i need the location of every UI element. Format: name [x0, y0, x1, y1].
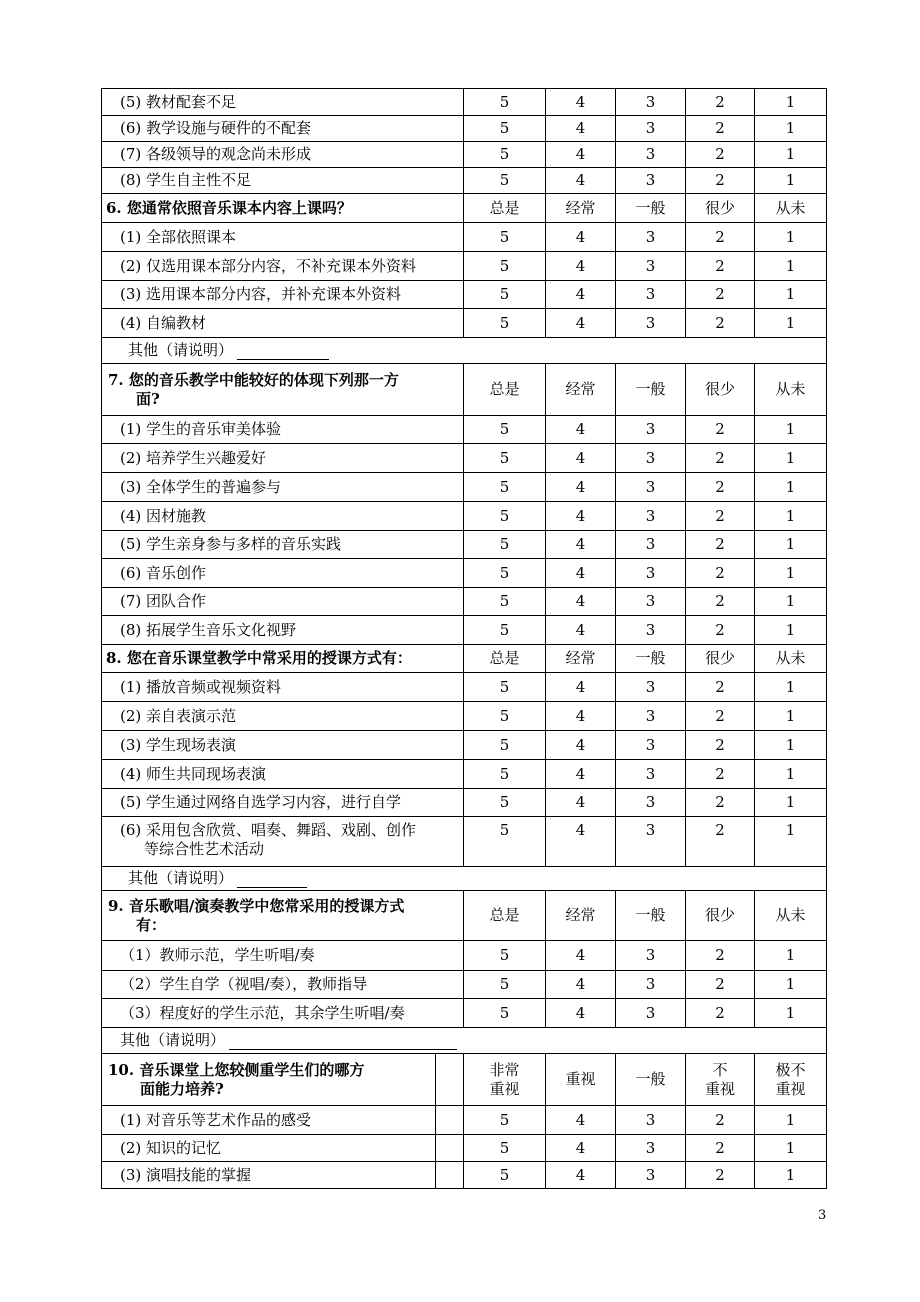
- freq-option-header: 总是: [464, 364, 546, 416]
- score-cell-5[interactable]: 5: [464, 531, 546, 559]
- score-cell-2[interactable]: 2: [686, 789, 755, 817]
- score-cell-5[interactable]: 5: [464, 473, 546, 502]
- item-row: [102, 281, 827, 309]
- item-label: （3）程度好的学生示范，其余学生听唱/奏: [102, 999, 464, 1028]
- score-cell-3[interactable]: 3: [616, 789, 686, 817]
- question-title: 6. 您通常依照音乐课本内容上课吗？: [102, 194, 464, 223]
- item-label: (2) 仅选用课本部分内容，不补充课本外资料: [102, 252, 464, 281]
- score-cell-2[interactable]: 2: [686, 971, 755, 999]
- item-label-line: 等综合性艺术活动: [144, 840, 265, 858]
- score-cell-5[interactable]: 5: [464, 817, 546, 867]
- item-row: [102, 1162, 827, 1189]
- score-cell-3[interactable]: 3: [616, 116, 686, 142]
- item-label: (5) 教材配套不足: [102, 89, 464, 116]
- item-label: (6) 教学设施与硬件的不配套: [102, 116, 464, 142]
- freq-option-header: 一般: [616, 891, 686, 941]
- score-cell-1[interactable]: 1: [755, 116, 827, 142]
- score-cell-1[interactable]: 1: [755, 941, 827, 971]
- score-cell-3[interactable]: 3: [616, 1135, 686, 1162]
- score-cell-5[interactable]: 5: [464, 1106, 546, 1135]
- score-cell-3[interactable]: 3: [616, 309, 686, 338]
- question-row: [102, 645, 827, 673]
- score-cell-4[interactable]: 4: [546, 116, 616, 142]
- item-label: (4) 因材施教: [102, 502, 464, 531]
- score-cell-1[interactable]: 1: [755, 971, 827, 999]
- option-line: 极不: [775, 1060, 806, 1079]
- freq-option-header: 总是: [464, 891, 546, 941]
- item-label: (1) 学生的音乐审美体验: [102, 416, 464, 444]
- score-cell-2[interactable]: 2: [686, 616, 755, 645]
- score-cell-2[interactable]: 2: [686, 309, 755, 338]
- score-cell-3[interactable]: 3: [616, 760, 686, 789]
- score-cell-3[interactable]: 3: [616, 142, 686, 168]
- question-title: [102, 891, 464, 941]
- score-cell-2[interactable]: 2: [686, 281, 755, 309]
- other-label: 其他（请说明）: [128, 869, 234, 887]
- score-cell-2[interactable]: 2: [686, 999, 755, 1028]
- score-cell-5[interactable]: 5: [464, 1135, 546, 1162]
- option-line: 重视: [489, 1079, 520, 1098]
- score-cell-3[interactable]: 3: [616, 999, 686, 1028]
- score-cell-5[interactable]: 5: [464, 223, 546, 252]
- score-cell-4[interactable]: 4: [546, 702, 616, 731]
- score-cell-1[interactable]: 1: [755, 252, 827, 281]
- score-cell-5[interactable]: 5: [464, 999, 546, 1028]
- score-cell-2[interactable]: 2: [686, 731, 755, 760]
- score-cell-1[interactable]: 1: [755, 702, 827, 731]
- item-row: [102, 168, 827, 194]
- score-cell-2[interactable]: 2: [686, 1162, 755, 1189]
- score-cell-3[interactable]: 3: [616, 731, 686, 760]
- score-cell-5[interactable]: 5: [464, 444, 546, 473]
- score-cell-1[interactable]: 1: [755, 281, 827, 309]
- item-row: [102, 789, 827, 817]
- freq-option-header: 一般: [616, 645, 686, 673]
- score-cell-5[interactable]: 5: [464, 673, 546, 702]
- score-cell-4[interactable]: 4: [546, 789, 616, 817]
- item-row: [102, 116, 827, 142]
- score-cell-1[interactable]: 1: [755, 616, 827, 645]
- score-cell-5[interactable]: 5: [464, 731, 546, 760]
- score-cell-4[interactable]: 4: [546, 616, 616, 645]
- item-label: (7) 团队合作: [102, 588, 464, 616]
- other-specify: [102, 338, 827, 364]
- other-specify: [102, 867, 827, 891]
- item-label: (5) 学生通过网络自选学习内容，进行自学: [102, 789, 464, 817]
- score-cell-5[interactable]: 5: [464, 168, 546, 194]
- spacer-cell: [436, 1054, 464, 1106]
- option-line: 不: [712, 1060, 728, 1079]
- item-row: [102, 223, 827, 252]
- score-cell-1[interactable]: 1: [755, 168, 827, 194]
- item-row: [102, 252, 827, 281]
- score-cell-4[interactable]: 4: [546, 168, 616, 194]
- score-cell-2[interactable]: 2: [686, 1106, 755, 1135]
- score-cell-5[interactable]: 5: [464, 89, 546, 116]
- score-cell-1[interactable]: 1: [755, 1162, 827, 1189]
- other-row: [102, 1028, 827, 1054]
- question-title-line: 面?: [136, 389, 160, 408]
- score-cell-4[interactable]: 4: [546, 416, 616, 444]
- item-label: (2) 培养学生兴趣爱好: [102, 444, 464, 473]
- score-cell-5[interactable]: 5: [464, 941, 546, 971]
- item-label: (6) 音乐创作: [102, 559, 464, 588]
- question-title: 8. 您在音乐课堂教学中常采用的授课方式有：: [102, 645, 464, 673]
- item-label: (2) 亲自表演示范: [102, 702, 464, 731]
- score-cell-5[interactable]: 5: [464, 789, 546, 817]
- importance-option-header: [464, 1054, 546, 1106]
- importance-option-header: [546, 1054, 616, 1106]
- other-label: 其他（请说明）: [128, 341, 234, 359]
- score-cell-2[interactable]: 2: [686, 444, 755, 473]
- item-row: [102, 817, 827, 867]
- question-row: [102, 891, 827, 941]
- score-cell-3[interactable]: 3: [616, 616, 686, 645]
- questionnaire-table: [101, 88, 827, 1189]
- score-cell-3[interactable]: 3: [616, 1106, 686, 1135]
- score-cell-3[interactable]: 3: [616, 473, 686, 502]
- score-cell-3[interactable]: 3: [616, 1162, 686, 1189]
- freq-option-header: 从未: [755, 645, 827, 673]
- score-cell-5[interactable]: 5: [464, 116, 546, 142]
- item-label: (8) 拓展学生音乐文化视野: [102, 616, 464, 645]
- other-blank-field[interactable]: [237, 873, 307, 888]
- item-label: (1) 播放音频或视频资料: [102, 673, 464, 702]
- option-line: 重视: [775, 1079, 806, 1098]
- score-cell-5[interactable]: 5: [464, 1162, 546, 1189]
- score-cell-3[interactable]: 3: [616, 444, 686, 473]
- score-cell-2[interactable]: 2: [686, 817, 755, 867]
- score-cell-4[interactable]: 4: [546, 223, 616, 252]
- item-label-line: (6) 采用包含欣赏、唱奏、舞蹈、戏剧、创作: [120, 821, 417, 839]
- other-specify: [102, 1028, 827, 1054]
- question-row: [102, 194, 827, 223]
- item-label: (3) 学生现场表演: [102, 731, 464, 760]
- score-cell-2[interactable]: 2: [686, 702, 755, 731]
- score-cell-5[interactable]: 5: [464, 760, 546, 789]
- score-cell-3[interactable]: 3: [616, 252, 686, 281]
- score-cell-5[interactable]: 5: [464, 702, 546, 731]
- score-cell-4[interactable]: 4: [546, 588, 616, 616]
- question-title: [102, 1054, 436, 1106]
- score-cell-3[interactable]: 3: [616, 588, 686, 616]
- question-title-line: 有：: [136, 915, 167, 934]
- score-cell-5[interactable]: 5: [464, 588, 546, 616]
- freq-option-header: 经常: [546, 645, 616, 673]
- other-row: [102, 867, 827, 891]
- freq-option-header: 总是: [464, 645, 546, 673]
- item-row: [102, 559, 827, 588]
- score-cell-3[interactable]: 3: [616, 416, 686, 444]
- score-cell-3[interactable]: 3: [616, 531, 686, 559]
- other-blank-field[interactable]: [237, 345, 329, 360]
- freq-option-header: 从未: [755, 891, 827, 941]
- score-cell-4[interactable]: 4: [546, 473, 616, 502]
- score-cell-5[interactable]: 5: [464, 142, 546, 168]
- item-row: [102, 502, 827, 531]
- item-row: [102, 941, 827, 971]
- freq-option-header: 经常: [546, 194, 616, 223]
- item-row: [102, 416, 827, 444]
- score-cell-2[interactable]: 2: [686, 531, 755, 559]
- score-cell-4[interactable]: 4: [546, 731, 616, 760]
- score-cell-3[interactable]: 3: [616, 941, 686, 971]
- item-row: [102, 1106, 827, 1135]
- score-cell-3[interactable]: 3: [616, 89, 686, 116]
- score-cell-3[interactable]: 3: [616, 971, 686, 999]
- score-cell-3[interactable]: 3: [616, 559, 686, 588]
- item-row: [102, 971, 827, 999]
- score-cell-1[interactable]: 1: [755, 673, 827, 702]
- score-cell-4[interactable]: 4: [546, 971, 616, 999]
- score-cell-4[interactable]: 4: [546, 817, 616, 867]
- item-row: [102, 531, 827, 559]
- score-cell-3[interactable]: 3: [616, 673, 686, 702]
- question-title-line: 面能力培养?: [140, 1079, 224, 1098]
- score-cell-3[interactable]: 3: [616, 817, 686, 867]
- score-cell-4[interactable]: 4: [546, 309, 616, 338]
- score-cell-4[interactable]: 4: [546, 673, 616, 702]
- score-cell-4[interactable]: 4: [546, 999, 616, 1028]
- score-cell-3[interactable]: 3: [616, 168, 686, 194]
- item-label: (3) 全体学生的普遍参与: [102, 473, 464, 502]
- score-cell-2[interactable]: 2: [686, 473, 755, 502]
- score-cell-1[interactable]: 1: [755, 999, 827, 1028]
- score-cell-1[interactable]: 1: [755, 309, 827, 338]
- score-cell-1[interactable]: 1: [755, 789, 827, 817]
- score-cell-4[interactable]: 4: [546, 502, 616, 531]
- other-row: [102, 338, 827, 364]
- score-cell-5[interactable]: 5: [464, 559, 546, 588]
- option-line: 重视: [565, 1070, 596, 1088]
- score-cell-5[interactable]: 5: [464, 616, 546, 645]
- freq-option-header: 很少: [686, 891, 755, 941]
- score-cell-2[interactable]: 2: [686, 252, 755, 281]
- item-row: [102, 89, 827, 116]
- score-cell-1[interactable]: 1: [755, 1135, 827, 1162]
- score-cell-1[interactable]: 1: [755, 223, 827, 252]
- item-row: [102, 444, 827, 473]
- score-cell-4[interactable]: 4: [546, 281, 616, 309]
- item-row: [102, 702, 827, 731]
- freq-option-header: 一般: [616, 364, 686, 416]
- item-row: [102, 999, 827, 1028]
- score-cell-3[interactable]: 3: [616, 702, 686, 731]
- score-cell-5[interactable]: 5: [464, 252, 546, 281]
- freq-option-header: 从未: [755, 194, 827, 223]
- item-label: (4) 师生共同现场表演: [102, 760, 464, 789]
- score-cell-2[interactable]: 2: [686, 760, 755, 789]
- score-cell-4[interactable]: 4: [546, 252, 616, 281]
- item-label: (1) 全部依照课本: [102, 223, 464, 252]
- freq-option-header: 经常: [546, 891, 616, 941]
- score-cell-5[interactable]: 5: [464, 309, 546, 338]
- score-cell-1[interactable]: 1: [755, 817, 827, 867]
- item-label: (3) 选用课本部分内容，并补充课本外资料: [102, 281, 464, 309]
- freq-option-header: 经常: [546, 364, 616, 416]
- item-label: (5) 学生亲身参与多样的音乐实践: [102, 531, 464, 559]
- question-title-line: 10. 音乐课堂上您较侧重学生们的哪方: [108, 1060, 365, 1079]
- freq-option-header: 很少: [686, 645, 755, 673]
- score-cell-4[interactable]: 4: [546, 531, 616, 559]
- question-row: [102, 364, 827, 416]
- freq-option-header: 总是: [464, 194, 546, 223]
- spacer-cell: [436, 1135, 464, 1162]
- score-cell-2[interactable]: 2: [686, 89, 755, 116]
- freq-option-header: 很少: [686, 194, 755, 223]
- item-label: (1) 对音乐等艺术作品的感受: [102, 1106, 436, 1135]
- score-cell-2[interactable]: 2: [686, 116, 755, 142]
- score-cell-1[interactable]: 1: [755, 473, 827, 502]
- score-cell-2[interactable]: 2: [686, 223, 755, 252]
- score-cell-4[interactable]: 4: [546, 941, 616, 971]
- spacer-cell: [436, 1162, 464, 1189]
- importance-option-header: [616, 1054, 686, 1106]
- score-cell-2[interactable]: 2: [686, 1135, 755, 1162]
- spacer-cell: [436, 1106, 464, 1135]
- question-title: [102, 364, 464, 416]
- item-label: （2）学生自学（视唱/奏），教师指导: [102, 971, 464, 999]
- score-cell-2[interactable]: 2: [686, 168, 755, 194]
- score-cell-1[interactable]: 1: [755, 502, 827, 531]
- item-label: (2) 知识的记忆: [102, 1135, 436, 1162]
- item-row: [102, 616, 827, 645]
- score-cell-5[interactable]: 5: [464, 416, 546, 444]
- item-row: [102, 1135, 827, 1162]
- score-cell-2[interactable]: 2: [686, 416, 755, 444]
- option-line: 一般: [635, 1070, 666, 1088]
- score-cell-3[interactable]: 3: [616, 223, 686, 252]
- score-cell-4[interactable]: 4: [546, 1135, 616, 1162]
- item-label: (3) 演唱技能的掌握: [102, 1162, 436, 1189]
- item-row: [102, 309, 827, 338]
- other-label: 其他（请说明）: [120, 1031, 226, 1049]
- item-label: (8) 学生自主性不足: [102, 168, 464, 194]
- score-cell-1[interactable]: 1: [755, 731, 827, 760]
- item-row: [102, 588, 827, 616]
- freq-option-header: 很少: [686, 364, 755, 416]
- score-cell-4[interactable]: 4: [546, 444, 616, 473]
- item-label: (4) 自编教材: [102, 309, 464, 338]
- score-cell-2[interactable]: 2: [686, 559, 755, 588]
- score-cell-1[interactable]: 1: [755, 559, 827, 588]
- score-cell-4[interactable]: 4: [546, 1162, 616, 1189]
- item-label: (7) 各级领导的观念尚未形成: [102, 142, 464, 168]
- score-cell-2[interactable]: 2: [686, 142, 755, 168]
- score-cell-1[interactable]: 1: [755, 531, 827, 559]
- score-cell-2[interactable]: 2: [686, 673, 755, 702]
- score-cell-2[interactable]: 2: [686, 941, 755, 971]
- option-line: 重视: [704, 1079, 735, 1098]
- score-cell-1[interactable]: 1: [755, 588, 827, 616]
- score-cell-5[interactable]: 5: [464, 971, 546, 999]
- item-label-multiline: [102, 817, 464, 867]
- question-row: [102, 1054, 827, 1106]
- importance-option-header: [755, 1054, 827, 1106]
- item-row: [102, 673, 827, 702]
- freq-option-header: 一般: [616, 194, 686, 223]
- score-cell-2[interactable]: 2: [686, 502, 755, 531]
- score-cell-4[interactable]: 4: [546, 1106, 616, 1135]
- score-cell-1[interactable]: 1: [755, 760, 827, 789]
- score-cell-1[interactable]: 1: [755, 1106, 827, 1135]
- importance-option-header: [686, 1054, 755, 1106]
- score-cell-3[interactable]: 3: [616, 281, 686, 309]
- score-cell-4[interactable]: 4: [546, 89, 616, 116]
- score-cell-4[interactable]: 4: [546, 760, 616, 789]
- freq-option-header: 从未: [755, 364, 827, 416]
- question-title-line: 7. 您的音乐教学中能较好的体现下列那一方: [108, 370, 399, 389]
- score-cell-3[interactable]: 3: [616, 502, 686, 531]
- score-cell-5[interactable]: 5: [464, 502, 546, 531]
- score-cell-4[interactable]: 4: [546, 142, 616, 168]
- option-line: 非常: [489, 1060, 520, 1079]
- question-title-line: 9. 音乐歌唱/演奏教学中您常采用的授课方式: [108, 896, 405, 915]
- score-cell-1[interactable]: 1: [755, 89, 827, 116]
- score-cell-1[interactable]: 1: [755, 444, 827, 473]
- item-row: [102, 473, 827, 502]
- other-blank-field[interactable]: [229, 1035, 457, 1050]
- score-cell-1[interactable]: 1: [755, 142, 827, 168]
- score-cell-2[interactable]: 2: [686, 588, 755, 616]
- item-row: [102, 142, 827, 168]
- item-row: [102, 731, 827, 760]
- score-cell-5[interactable]: 5: [464, 281, 546, 309]
- score-cell-1[interactable]: 1: [755, 416, 827, 444]
- page-number: 3: [818, 1208, 827, 1223]
- item-row: [102, 760, 827, 789]
- item-label: （1）教师示范，学生听唱/奏: [102, 941, 464, 971]
- score-cell-4[interactable]: 4: [546, 559, 616, 588]
